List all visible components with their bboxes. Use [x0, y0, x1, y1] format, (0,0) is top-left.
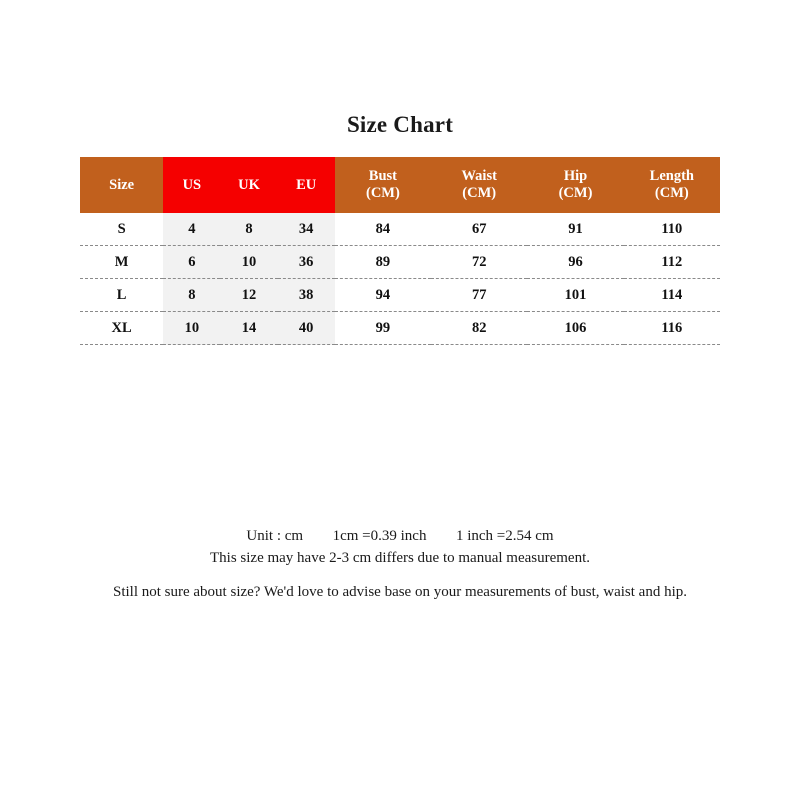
cell-waist: 77 [431, 279, 527, 312]
unit-label: Unit : cm [246, 528, 304, 544]
column-header-hip [527, 157, 623, 213]
column-header-uk-label: UK [238, 176, 260, 193]
cell-length: 116 [624, 312, 720, 345]
cell-uk: 12 [220, 279, 277, 312]
column-header-us [163, 157, 220, 213]
cell-eu: 36 [278, 246, 335, 279]
column-header-bust-unit: (CM) [366, 185, 400, 201]
cell-bust: 89 [335, 246, 431, 279]
cell-bust: 84 [335, 213, 431, 246]
table-row [80, 246, 720, 279]
cell-size: L [80, 279, 163, 312]
cell-size: S [80, 213, 163, 246]
cell-waist: 67 [431, 213, 527, 246]
page-title: Size Chart [346, 112, 454, 137]
table-row [80, 213, 720, 246]
cell-length: 110 [624, 213, 720, 246]
tolerance-note: This size may have 2-3 cm differs due to manual measurement. [209, 550, 591, 566]
cell-hip: 96 [527, 246, 623, 279]
column-header-hip-label: Hip [563, 168, 588, 185]
cell-waist: 82 [431, 312, 527, 345]
column-header-size-label: Size [109, 176, 135, 193]
cell-bust: 99 [335, 312, 431, 345]
cell-us: 8 [163, 279, 220, 312]
cell-us: 10 [163, 312, 220, 345]
cell-length: 112 [624, 246, 720, 279]
column-header-waist-label: Waist [461, 168, 497, 185]
table-row [80, 279, 720, 312]
column-header-eu-label: EU [296, 176, 317, 193]
cell-uk: 14 [220, 312, 277, 345]
table-header-row [80, 157, 720, 213]
cell-hip: 91 [527, 213, 623, 246]
column-header-length-unit: (CM) [654, 185, 689, 201]
column-header-uk [220, 157, 277, 213]
column-header-us-label: US [182, 176, 202, 193]
column-header-length-label: Length [649, 168, 694, 185]
cm-to-inch-label: 1cm =0.39 inch [332, 528, 427, 544]
column-header-bust-label: Bust [368, 168, 398, 185]
size-chart-table [80, 157, 720, 345]
cell-size: XL [80, 312, 163, 345]
table-row [80, 312, 720, 345]
cell-eu: 38 [278, 279, 335, 312]
table-body [80, 213, 720, 345]
column-header-waist-unit: (CM) [462, 185, 497, 201]
cell-uk: 10 [220, 246, 277, 279]
cell-eu: 34 [278, 213, 335, 246]
cell-length: 114 [624, 279, 720, 312]
column-header-bust [335, 157, 431, 213]
inch-to-cm-label: 1 inch =2.54 cm [455, 528, 554, 544]
column-header-waist [431, 157, 527, 213]
size-chart-table-wrapper [80, 157, 720, 345]
cell-us: 4 [163, 213, 220, 246]
cell-us: 6 [163, 246, 220, 279]
cell-uk: 8 [220, 213, 277, 246]
cell-waist: 72 [431, 246, 527, 279]
advice-note: Still not sure about size? We'd love to advise base on your measurements of bust, waist and hip. [112, 584, 688, 600]
column-header-size [80, 157, 163, 213]
column-header-length [624, 157, 720, 213]
table-header [80, 157, 720, 213]
cell-hip: 106 [527, 312, 623, 345]
column-header-eu [278, 157, 335, 213]
column-header-hip-unit: (CM) [558, 185, 593, 201]
unit-note [0, 528, 800, 545]
cell-bust: 94 [335, 279, 431, 312]
cell-size: M [80, 246, 163, 279]
cell-hip: 101 [527, 279, 623, 312]
cell-eu: 40 [278, 312, 335, 345]
